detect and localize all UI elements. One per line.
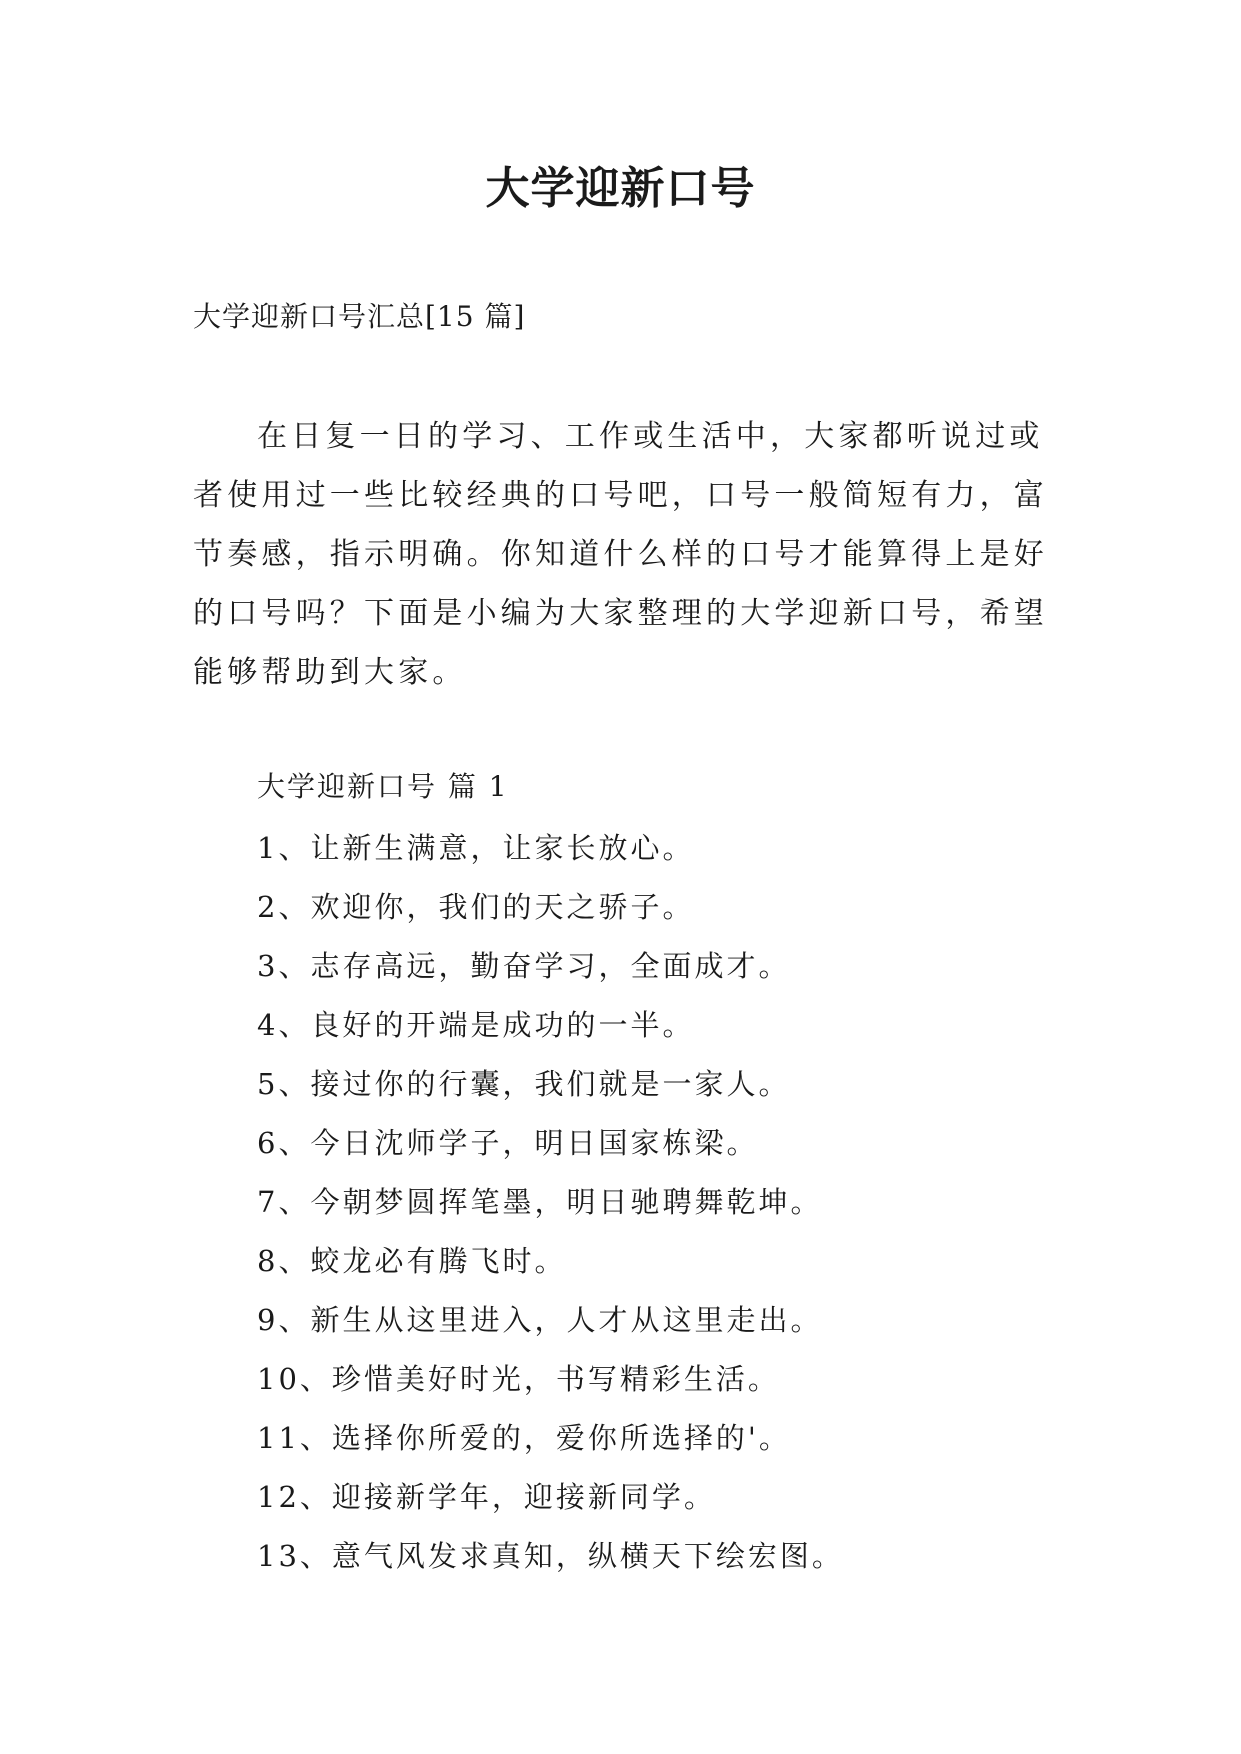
list-item: 1、让新生满意，让家长放心。 [257, 831, 695, 865]
list-item: 4、良好的开端是成功的一半。 [257, 1008, 695, 1042]
list-item: 3、志存高远，勤奋学习，全面成才。 [257, 949, 791, 983]
list-item: 7、今朝梦圆挥笔墨，明日驰聘舞乾坤。 [257, 1185, 823, 1219]
list-item: 8、蛟龙必有腾飞时。 [257, 1244, 567, 1278]
list-item: 13、意气风发求真知，纵横天下绘宏图。 [257, 1539, 844, 1573]
slogan-list [257, 819, 844, 1586]
list-item: 12、迎接新学年，迎接新同学。 [257, 1480, 716, 1514]
intro-paragraph: 在日复一日的学习、工作或生活中，大家都听说过或者使用过一些比较经典的口号吧，口号一般简短有力，富节奏感，指示明确。你知道什么样的口号才能算得上是好的口号吗？下面是小编为大家整理的大学迎新口号，希望能够帮助到大家。 [193, 419, 1048, 690]
section-heading: 大学迎新口号 篇 1 [257, 770, 509, 803]
list-item: 10、珍惜美好时光，书写精彩生活。 [257, 1362, 780, 1396]
list-item: 2、欢迎你，我们的天之骄子。 [257, 890, 695, 924]
document-title: 大学迎新口号 [485, 163, 756, 214]
list-item: 11、选择你所爱的，爱你所选择的'。 [257, 1421, 791, 1455]
list-item: 5、接过你的行囊，我们就是一家人。 [257, 1067, 791, 1101]
list-item: 9、新生从这里进入，人才从这里走出。 [257, 1303, 823, 1337]
document-subtitle: 大学迎新口号汇总[15 篇] [193, 300, 526, 333]
list-item: 6、今日沈师学子，明日国家栋梁。 [257, 1126, 759, 1160]
